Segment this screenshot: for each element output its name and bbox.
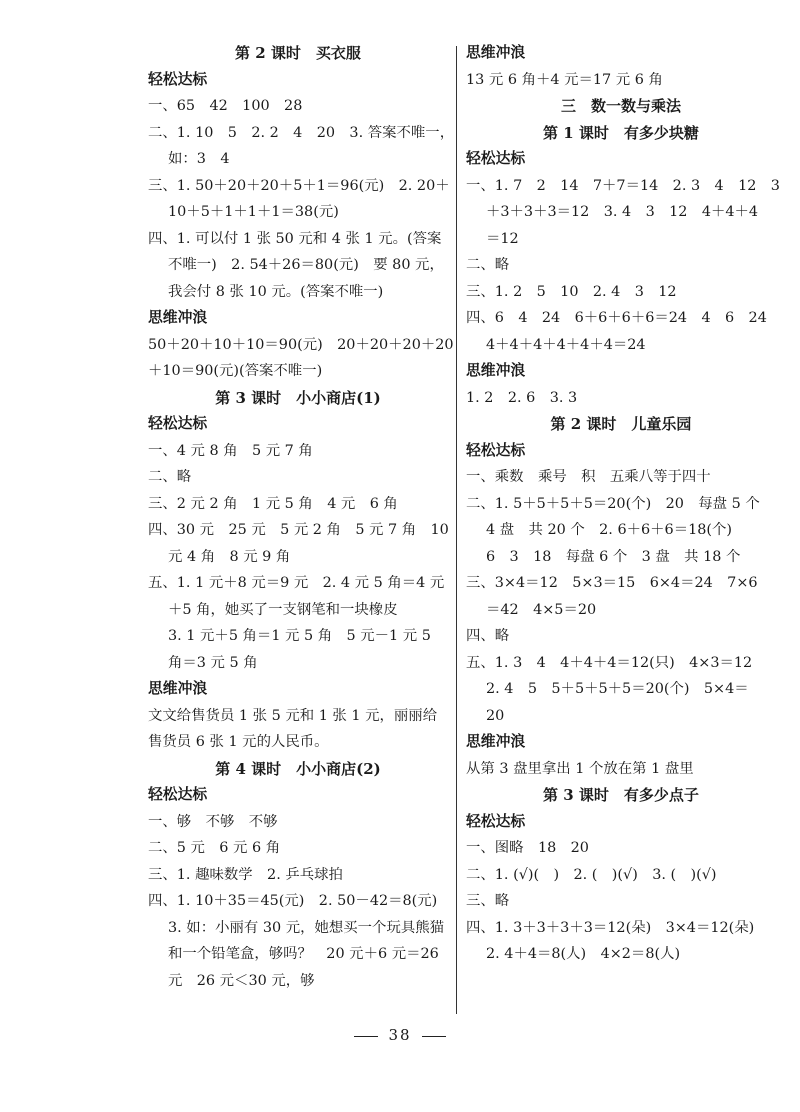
section-label: 思维冲浪 [148,680,208,697]
footer-dash-right [422,1036,446,1037]
answer-line: 一、65 42 100 28 [148,98,303,114]
lesson-heading: 第 1 课时 有多少块糖 [543,123,699,142]
answer-line-continued: 我会付 8 张 10 元。(答案不唯一) [168,283,384,300]
answer-line: 四、略 [466,628,510,644]
answer-line-continued: 3. 如：小丽有 30 元，她想买一个玩具熊猫 [168,919,445,936]
answer-line: 1. 2 2. 6 3. 3 [466,389,578,406]
answer-line: 二、1. 5＋5＋5＋5＝20(个) 20 每盘 5 个 [466,495,760,512]
right-column [466,40,780,968]
column-divider [456,46,457,1014]
answer-line-continued: 6 3 18 每盘 6 个 3 盘 共 18 个 [486,548,741,565]
section-label: 轻松达标 [466,441,526,459]
answer-line: 三、1. 50＋20＋20＋5＋1＝96(元) 2. 20＋ [148,177,450,194]
answer-line-continued: 如：3 4 [168,151,230,167]
answer-line-continued: 2. 4＋4＝8(人) 4×2＝8(人) [486,946,681,962]
answer-line: 售货员 6 张 1 元的人民币。 [148,734,329,750]
answer-line-continued: ＝12 [486,230,519,247]
answer-line: 四、1. 可以付 1 张 50 元和 4 张 1 元。(答案 [148,230,442,247]
answer-line: 一、1. 7 2 14 7＋7＝14 2. 3 4 12 3 [466,177,780,194]
answer-line: 一、4 元 8 角 5 元 7 角 [148,442,313,459]
answer-line-continued: 4 盘 共 20 个 2. 6＋6＋6＝18(个) [486,522,733,538]
answer-line: 50＋20＋10＋10＝90(元) 20＋20＋20＋20 [148,336,454,353]
answer-line: 二、略 [466,257,510,273]
answer-line: 三、2 元 2 角 1 元 5 角 4 元 6 角 [148,495,398,512]
answer-line: 二、5 元 6 元 6 角 [148,840,281,856]
answer-line: 13 元 6 角＋4 元＝17 元 6 角 [466,71,663,88]
answer-line: 三、1. 趣味数学 2. 乒乓球拍 [148,866,343,883]
answer-line-continued: 3. 1 元＋5 角＝1 元 5 角 5 元－1 元 5 [168,628,431,644]
section-label: 轻松达标 [466,812,526,830]
lesson-heading: 三 数一数与乘法 [560,97,681,115]
section-label: 轻松达标 [148,70,208,88]
answer-line: 五、1. 3 4 4＋4＋4＝12(只) 4×3＝12 [466,654,753,671]
answer-line: 文文给售货员 1 张 5 元和 1 张 1 元，丽丽给 [148,707,438,724]
lesson-heading: 第 2 课时 买衣服 [235,44,361,62]
section-label: 轻松达标 [466,150,526,167]
answer-line: 一、图略 18 20 [466,840,589,856]
answer-line: 三、1. 2 5 10 2. 4 3 12 [466,283,677,300]
answer-line: 四、1. 3＋3＋3＋3＝12(朵) 3×4＝12(朵) [466,919,755,936]
lesson-heading: 第 3 课时 有多少点子 [543,786,699,804]
answer-line-continued: 元 4 角 8 元 9 角 [168,548,291,565]
section-label: 思维冲浪 [148,309,208,326]
answer-line: 三、略 [466,893,510,909]
answer-line: 四、1. 10＋35＝45(元) 2. 50－42＝8(元) [148,893,438,909]
left-column [148,40,455,994]
answer-line: 四、6 4 24 6＋6＋6＋6＝24 4 6 24 [466,310,767,326]
answer-line-continued: ＋3＋3＋3＝12 3. 4 3 12 4＋4＋4 [486,204,759,220]
lesson-heading: 第 4 课时 小小商店(2) [215,759,381,778]
lesson-heading: 第 2 课时 儿童乐园 [550,415,692,433]
page-footer [0,1026,800,1044]
answer-line: 三、3×4＝12 5×3＝15 6×4＝24 7×6 [466,575,758,591]
answer-line-continued: 不唯一) 2. 54＋26＝80(元) 要 80 元， [168,257,444,273]
answer-line-continued: ＋5 角，她买了一支钢笔和一块橡皮 [168,601,398,618]
answer-line: 二、1. (√)( ) 2. ( )(√) 3. ( )(√) [466,866,717,883]
section-label: 轻松达标 [148,415,208,432]
answer-line: 一、够 不够 不够 [148,813,278,830]
answer-line-continued: 4＋4＋4＋4＋4＋4＝24 [486,336,646,353]
lesson-heading: 第 3 课时 小小商店(1) [215,388,381,407]
answer-line: 五、1. 1 元＋8 元＝9 元 2. 4 元 5 角＝4 元 [148,575,445,591]
answer-line: 二、略 [148,469,192,485]
footer-dash-left [354,1036,378,1037]
answer-line-continued: 和一个铅笔盒，够吗？ 20 元＋6 元＝26 [168,946,439,962]
answer-line: 四、30 元 25 元 5 元 2 角 5 元 7 角 10 [148,522,449,538]
answer-line-continued: 元 26 元＜30 元，够 [168,972,315,989]
answer-line-continued: 20 [486,707,505,724]
answer-line: ＋10＝90(元)(答案不唯一) [148,363,323,379]
page-number: 38 [388,1026,412,1044]
answer-line-continued: 2. 4 5 5＋5＋5＋5＝20(个) 5×4＝ [486,681,749,697]
answer-line: 二、1. 10 5 2. 2 4 20 3. 答案不唯一， [148,124,455,141]
answer-line: 一、乘数 乘号 积 五乘八等于四十 [466,469,711,485]
answer-line-continued: 角＝3 元 5 角 [168,654,258,671]
answer-line-continued: 10＋5＋1＋1＋1＝38(元) [168,204,339,220]
section-label: 思维冲浪 [466,362,526,379]
answer-line: 从第 3 盘里拿出 1 个放在第 1 盘里 [466,760,694,777]
section-label: 思维冲浪 [466,44,526,61]
section-label: 思维冲浪 [466,733,526,750]
answer-line-continued: ＝42 4×5＝20 [486,601,597,618]
section-label: 轻松达标 [148,786,208,803]
